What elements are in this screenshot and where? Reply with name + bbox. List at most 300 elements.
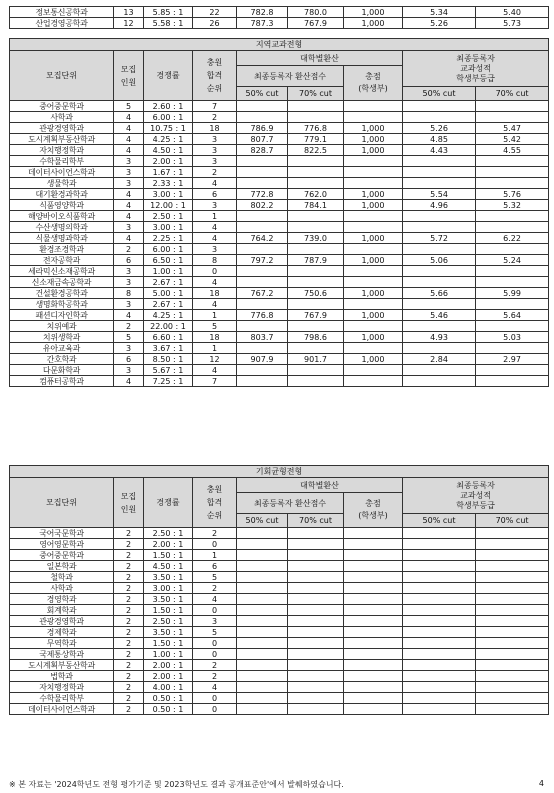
grade-70cut bbox=[476, 211, 549, 222]
total-score bbox=[344, 277, 403, 288]
score-50cut: 767.2 bbox=[237, 288, 288, 299]
competition-ratio: 5.58 : 1 bbox=[144, 18, 193, 29]
waitlist-rank: 0 bbox=[193, 693, 237, 704]
table-row bbox=[10, 123, 549, 134]
header-grade: 최종등록자 교과성적 학생부등급 bbox=[403, 478, 549, 514]
grade-50cut bbox=[403, 299, 476, 310]
score-50cut bbox=[237, 660, 288, 671]
waitlist-rank: 4 bbox=[193, 594, 237, 605]
unit-name: 생명화학공학과 bbox=[10, 299, 114, 310]
score-50cut: 797.2 bbox=[237, 255, 288, 266]
score-50cut: 907.9 bbox=[237, 354, 288, 365]
total-score: 1,000 bbox=[344, 354, 403, 365]
unit-name: 경영학과 bbox=[10, 594, 114, 605]
waitlist-rank: 2 bbox=[193, 528, 237, 539]
unit-name: 정보통신공학과 bbox=[10, 7, 114, 18]
header-total: 총점 (학생부) bbox=[344, 66, 403, 101]
waitlist-rank: 0 bbox=[193, 704, 237, 715]
grade-70cut bbox=[476, 594, 549, 605]
waitlist-rank: 22 bbox=[193, 7, 237, 18]
grade-70cut: 5.42 bbox=[476, 134, 549, 145]
score-70cut bbox=[288, 299, 344, 310]
score-50cut bbox=[237, 299, 288, 310]
score-70cut bbox=[288, 222, 344, 233]
competition-ratio: 5.85 : 1 bbox=[144, 7, 193, 18]
grade-70cut: 5.99 bbox=[476, 288, 549, 299]
waitlist-rank: 0 bbox=[193, 649, 237, 660]
waitlist-rank: 4 bbox=[193, 682, 237, 693]
header-unit: 모집단위 bbox=[10, 51, 114, 101]
competition-ratio: 2.33 : 1 bbox=[144, 178, 193, 189]
total-score bbox=[344, 671, 403, 682]
score-50cut bbox=[237, 266, 288, 277]
grade-70cut bbox=[476, 627, 549, 638]
waitlist-rank: 3 bbox=[193, 156, 237, 167]
quota: 4 bbox=[114, 200, 144, 211]
table-row bbox=[10, 354, 549, 365]
header-converted-score: 최종등록자 환산점수 bbox=[237, 66, 344, 87]
competition-ratio: 12.00 : 1 bbox=[144, 200, 193, 211]
score-70cut bbox=[288, 365, 344, 376]
score-70cut bbox=[288, 627, 344, 638]
unit-name: 환경조경학과 bbox=[10, 244, 114, 255]
competition-ratio: 1.50 : 1 bbox=[144, 605, 193, 616]
competition-ratio: 0.50 : 1 bbox=[144, 693, 193, 704]
header-grade: 최종등록자 교과성적 학생부등급 bbox=[403, 51, 549, 87]
waitlist-rank: 2 bbox=[193, 112, 237, 123]
score-70cut bbox=[288, 178, 344, 189]
grade-70cut: 5.40 bbox=[476, 7, 549, 18]
grade-70cut: 2.97 bbox=[476, 354, 549, 365]
score-50cut bbox=[237, 605, 288, 616]
total-score bbox=[344, 178, 403, 189]
score-70cut bbox=[288, 101, 344, 112]
score-70cut bbox=[288, 167, 344, 178]
waitlist-rank: 3 bbox=[193, 145, 237, 156]
score-50cut bbox=[237, 178, 288, 189]
score-50cut bbox=[237, 222, 288, 233]
waitlist-rank: 2 bbox=[193, 660, 237, 671]
score-70cut bbox=[288, 693, 344, 704]
table-row bbox=[10, 682, 549, 693]
score-70cut: 776.8 bbox=[288, 123, 344, 134]
total-score bbox=[344, 528, 403, 539]
unit-name: 치위생학과 bbox=[10, 332, 114, 343]
score-70cut bbox=[288, 528, 344, 539]
table-row bbox=[10, 299, 549, 310]
waitlist-rank: 4 bbox=[193, 178, 237, 189]
score-70cut bbox=[288, 539, 344, 550]
total-score bbox=[344, 266, 403, 277]
header-univ-conversion: 대학별환산 bbox=[237, 51, 403, 66]
score-50cut bbox=[237, 671, 288, 682]
unit-name: 전자공학과 bbox=[10, 255, 114, 266]
grade-50cut bbox=[403, 211, 476, 222]
grade-70cut bbox=[476, 299, 549, 310]
grade-50cut bbox=[403, 671, 476, 682]
competition-ratio: 22.00 : 1 bbox=[144, 321, 193, 332]
table-row bbox=[10, 594, 549, 605]
grade-50cut bbox=[403, 682, 476, 693]
grade-70cut bbox=[476, 528, 549, 539]
total-score bbox=[344, 572, 403, 583]
competition-ratio: 4.00 : 1 bbox=[144, 682, 193, 693]
total-score bbox=[344, 343, 403, 354]
score-70cut: 822.5 bbox=[288, 145, 344, 156]
quota: 2 bbox=[114, 572, 144, 583]
competition-ratio: 3.00 : 1 bbox=[144, 189, 193, 200]
table-row bbox=[10, 649, 549, 660]
score-70cut bbox=[288, 671, 344, 682]
score-70cut bbox=[288, 583, 344, 594]
table-row bbox=[10, 255, 549, 266]
grade-50cut: 4.85 bbox=[403, 134, 476, 145]
header-converted-score: 최종등록자 환산점수 bbox=[237, 493, 344, 514]
header-competition: 경쟁률 bbox=[144, 478, 193, 528]
score-70cut bbox=[288, 156, 344, 167]
total-score bbox=[344, 211, 403, 222]
waitlist-rank: 3 bbox=[193, 244, 237, 255]
grade-70cut: 5.64 bbox=[476, 310, 549, 321]
waitlist-rank: 18 bbox=[193, 332, 237, 343]
table-row bbox=[10, 310, 549, 321]
grade-70cut bbox=[476, 671, 549, 682]
table-row bbox=[10, 671, 549, 682]
grade-50cut: 4.96 bbox=[403, 200, 476, 211]
table-row bbox=[10, 244, 549, 255]
regional-subject-table bbox=[9, 38, 549, 387]
score-70cut: 767.9 bbox=[288, 18, 344, 29]
grade-70cut: 5.73 bbox=[476, 18, 549, 29]
competition-ratio: 1.50 : 1 bbox=[144, 638, 193, 649]
score-70cut: 787.9 bbox=[288, 255, 344, 266]
competition-ratio: 2.67 : 1 bbox=[144, 277, 193, 288]
waitlist-rank: 2 bbox=[193, 167, 237, 178]
total-score bbox=[344, 561, 403, 572]
waitlist-rank: 5 bbox=[193, 321, 237, 332]
waitlist-rank: 0 bbox=[193, 638, 237, 649]
unit-name: 관광경영학과 bbox=[10, 616, 114, 627]
grade-50cut bbox=[403, 156, 476, 167]
quota: 3 bbox=[114, 299, 144, 310]
grade-50cut: 4.43 bbox=[403, 145, 476, 156]
grade-50cut: 2.84 bbox=[403, 354, 476, 365]
unit-name: 국어국문학과 bbox=[10, 528, 114, 539]
grade-70cut bbox=[476, 649, 549, 660]
competition-ratio: 4.25 : 1 bbox=[144, 310, 193, 321]
table-row bbox=[10, 332, 549, 343]
score-70cut bbox=[288, 321, 344, 332]
score-50cut bbox=[237, 156, 288, 167]
grade-50cut bbox=[403, 572, 476, 583]
competition-ratio: 1.00 : 1 bbox=[144, 649, 193, 660]
score-50cut: 764.2 bbox=[237, 233, 288, 244]
score-70cut bbox=[288, 244, 344, 255]
unit-name: 신소재금속공학과 bbox=[10, 277, 114, 288]
score-50cut bbox=[237, 693, 288, 704]
grade-50cut bbox=[403, 627, 476, 638]
quota: 12 bbox=[114, 18, 144, 29]
table-row bbox=[10, 112, 549, 123]
header-grade-70cut: 70% cut bbox=[476, 514, 549, 528]
table-row bbox=[10, 693, 549, 704]
grade-50cut: 5.34 bbox=[403, 7, 476, 18]
header-quota: 모집 인원 bbox=[114, 478, 144, 528]
table-row bbox=[10, 277, 549, 288]
score-50cut: 782.8 bbox=[237, 7, 288, 18]
table-row bbox=[10, 156, 549, 167]
competition-ratio: 8.50 : 1 bbox=[144, 354, 193, 365]
unit-name: 관광경영학과 bbox=[10, 123, 114, 134]
grade-70cut bbox=[476, 343, 549, 354]
competition-ratio: 4.50 : 1 bbox=[144, 561, 193, 572]
grade-50cut: 5.26 bbox=[403, 123, 476, 134]
total-score: 1,000 bbox=[344, 134, 403, 145]
table-row bbox=[10, 189, 549, 200]
score-50cut bbox=[237, 594, 288, 605]
opportunity-balance-table bbox=[9, 465, 549, 715]
score-50cut bbox=[237, 539, 288, 550]
grade-70cut bbox=[476, 638, 549, 649]
waitlist-rank: 0 bbox=[193, 266, 237, 277]
total-score bbox=[344, 156, 403, 167]
score-50cut bbox=[237, 704, 288, 715]
unit-name: 세라믹신소재공학과 bbox=[10, 266, 114, 277]
score-50cut: 787.3 bbox=[237, 18, 288, 29]
header-50cut: 50% cut bbox=[237, 514, 288, 528]
quota: 2 bbox=[114, 583, 144, 594]
score-50cut bbox=[237, 365, 288, 376]
score-50cut: 828.7 bbox=[237, 145, 288, 156]
grade-50cut bbox=[403, 660, 476, 671]
header-waitlist: 충원 합격 순위 bbox=[193, 478, 237, 528]
quota: 2 bbox=[114, 704, 144, 715]
quota: 2 bbox=[114, 528, 144, 539]
competition-ratio: 2.00 : 1 bbox=[144, 539, 193, 550]
grade-50cut: 5.72 bbox=[403, 233, 476, 244]
grade-70cut: 5.03 bbox=[476, 332, 549, 343]
table-row bbox=[10, 288, 549, 299]
table-row bbox=[10, 211, 549, 222]
score-50cut bbox=[237, 682, 288, 693]
score-50cut bbox=[237, 528, 288, 539]
waitlist-rank: 1 bbox=[193, 310, 237, 321]
unit-name: 중어중문학과 bbox=[10, 101, 114, 112]
score-70cut: 779.1 bbox=[288, 134, 344, 145]
unit-name: 영어영문학과 bbox=[10, 539, 114, 550]
score-50cut bbox=[237, 583, 288, 594]
quota: 2 bbox=[114, 594, 144, 605]
total-score bbox=[344, 365, 403, 376]
grade-50cut bbox=[403, 222, 476, 233]
table-row bbox=[10, 18, 549, 29]
unit-name: 치위예과 bbox=[10, 321, 114, 332]
grade-70cut bbox=[476, 583, 549, 594]
unit-name: 데이터사이언스학과 bbox=[10, 167, 114, 178]
grade-50cut: 5.26 bbox=[403, 18, 476, 29]
score-50cut bbox=[237, 572, 288, 583]
waitlist-rank: 6 bbox=[193, 189, 237, 200]
grade-50cut bbox=[403, 693, 476, 704]
competition-ratio: 5.67 : 1 bbox=[144, 365, 193, 376]
competition-ratio: 2.00 : 1 bbox=[144, 671, 193, 682]
unit-name: 간호학과 bbox=[10, 354, 114, 365]
competition-ratio: 2.50 : 1 bbox=[144, 528, 193, 539]
total-score bbox=[344, 605, 403, 616]
grade-50cut bbox=[403, 594, 476, 605]
unit-name: 중어중문학과 bbox=[10, 550, 114, 561]
score-70cut: 750.6 bbox=[288, 288, 344, 299]
waitlist-rank: 0 bbox=[193, 605, 237, 616]
score-70cut bbox=[288, 211, 344, 222]
quota: 13 bbox=[114, 7, 144, 18]
quota: 2 bbox=[114, 244, 144, 255]
quota: 3 bbox=[114, 222, 144, 233]
grade-50cut bbox=[403, 649, 476, 660]
waitlist-rank: 6 bbox=[193, 561, 237, 572]
total-score bbox=[344, 299, 403, 310]
total-score: 1,000 bbox=[344, 233, 403, 244]
quota: 2 bbox=[114, 550, 144, 561]
score-50cut bbox=[237, 638, 288, 649]
waitlist-rank: 4 bbox=[193, 277, 237, 288]
competition-ratio: 3.50 : 1 bbox=[144, 572, 193, 583]
grade-50cut bbox=[403, 528, 476, 539]
unit-name: 다문화학과 bbox=[10, 365, 114, 376]
waitlist-rank: 18 bbox=[193, 123, 237, 134]
grade-70cut: 5.76 bbox=[476, 189, 549, 200]
quota: 3 bbox=[114, 178, 144, 189]
unit-name: 수학물리학부 bbox=[10, 156, 114, 167]
grade-70cut bbox=[476, 682, 549, 693]
competition-ratio: 3.50 : 1 bbox=[144, 594, 193, 605]
unit-name: 사학과 bbox=[10, 583, 114, 594]
table-row bbox=[10, 343, 549, 354]
competition-ratio: 2.25 : 1 bbox=[144, 233, 193, 244]
quota: 2 bbox=[114, 627, 144, 638]
grade-70cut bbox=[476, 550, 549, 561]
waitlist-rank: 1 bbox=[193, 343, 237, 354]
waitlist-rank: 2 bbox=[193, 583, 237, 594]
quota: 5 bbox=[114, 332, 144, 343]
score-50cut bbox=[237, 112, 288, 123]
competition-ratio: 4.50 : 1 bbox=[144, 145, 193, 156]
score-70cut bbox=[288, 561, 344, 572]
quota: 4 bbox=[114, 376, 144, 387]
competition-ratio: 2.00 : 1 bbox=[144, 156, 193, 167]
score-70cut bbox=[288, 682, 344, 693]
unit-name: 자치행정학과 bbox=[10, 145, 114, 156]
competition-ratio: 2.00 : 1 bbox=[144, 660, 193, 671]
total-score bbox=[344, 682, 403, 693]
grade-70cut bbox=[476, 572, 549, 583]
quota: 3 bbox=[114, 365, 144, 376]
grade-70cut bbox=[476, 244, 549, 255]
table-row bbox=[10, 200, 549, 211]
quota: 3 bbox=[114, 167, 144, 178]
score-70cut bbox=[288, 704, 344, 715]
grade-50cut bbox=[403, 616, 476, 627]
score-70cut bbox=[288, 112, 344, 123]
quota: 3 bbox=[114, 343, 144, 354]
header-grade-50cut: 50% cut bbox=[403, 514, 476, 528]
unit-name: 철학과 bbox=[10, 572, 114, 583]
unit-name: 건설환경공학과 bbox=[10, 288, 114, 299]
table-row bbox=[10, 376, 549, 387]
score-70cut bbox=[288, 277, 344, 288]
grade-50cut bbox=[403, 561, 476, 572]
score-50cut bbox=[237, 649, 288, 660]
table-row bbox=[10, 638, 549, 649]
table-row bbox=[10, 528, 549, 539]
page-number: 4 bbox=[538, 779, 544, 788]
quota: 2 bbox=[114, 561, 144, 572]
competition-ratio: 6.50 : 1 bbox=[144, 255, 193, 266]
total-score bbox=[344, 649, 403, 660]
grade-70cut bbox=[476, 561, 549, 572]
waitlist-rank: 1 bbox=[193, 550, 237, 561]
total-score bbox=[344, 583, 403, 594]
header-70cut: 70% cut bbox=[288, 87, 344, 101]
grade-70cut bbox=[476, 693, 549, 704]
quota: 4 bbox=[114, 310, 144, 321]
quota: 6 bbox=[114, 354, 144, 365]
grade-70cut bbox=[476, 112, 549, 123]
competition-ratio: 3.00 : 1 bbox=[144, 222, 193, 233]
competition-ratio: 5.00 : 1 bbox=[144, 288, 193, 299]
grade-70cut bbox=[476, 321, 549, 332]
grade-70cut bbox=[476, 704, 549, 715]
score-50cut bbox=[237, 376, 288, 387]
waitlist-rank: 12 bbox=[193, 354, 237, 365]
grade-70cut bbox=[476, 222, 549, 233]
waitlist-rank: 4 bbox=[193, 233, 237, 244]
total-score bbox=[344, 627, 403, 638]
total-score bbox=[344, 550, 403, 561]
competition-ratio: 2.50 : 1 bbox=[144, 211, 193, 222]
table-row bbox=[10, 704, 549, 715]
competition-ratio: 7.25 : 1 bbox=[144, 376, 193, 387]
competition-ratio: 3.50 : 1 bbox=[144, 627, 193, 638]
waitlist-rank: 18 bbox=[193, 288, 237, 299]
total-score: 1,000 bbox=[344, 200, 403, 211]
total-score bbox=[344, 376, 403, 387]
total-score: 1,000 bbox=[344, 189, 403, 200]
waitlist-rank: 4 bbox=[193, 365, 237, 376]
table-title: 기회균형전형 bbox=[10, 466, 549, 478]
grade-50cut bbox=[403, 704, 476, 715]
grade-50cut: 5.54 bbox=[403, 189, 476, 200]
unit-name: 자치행정학과 bbox=[10, 682, 114, 693]
score-50cut bbox=[237, 167, 288, 178]
competition-ratio: 2.67 : 1 bbox=[144, 299, 193, 310]
competition-ratio: 1.00 : 1 bbox=[144, 266, 193, 277]
quota: 2 bbox=[114, 671, 144, 682]
grade-70cut bbox=[476, 266, 549, 277]
grade-50cut bbox=[403, 112, 476, 123]
quota: 5 bbox=[114, 101, 144, 112]
total-score: 1,000 bbox=[344, 145, 403, 156]
footnote: ※ 본 자료는 '2024학년도 전형 평가기준 및 2023학년도 결과 공개표준안'에서 발췌하였습니다. bbox=[9, 780, 344, 789]
quota: 2 bbox=[114, 321, 144, 332]
previous-table-tail bbox=[9, 6, 549, 29]
score-50cut bbox=[237, 321, 288, 332]
score-70cut bbox=[288, 616, 344, 627]
grade-70cut: 5.24 bbox=[476, 255, 549, 266]
waitlist-rank: 5 bbox=[193, 572, 237, 583]
grade-50cut bbox=[403, 277, 476, 288]
header-univ-conversion: 대학별환산 bbox=[237, 478, 403, 493]
